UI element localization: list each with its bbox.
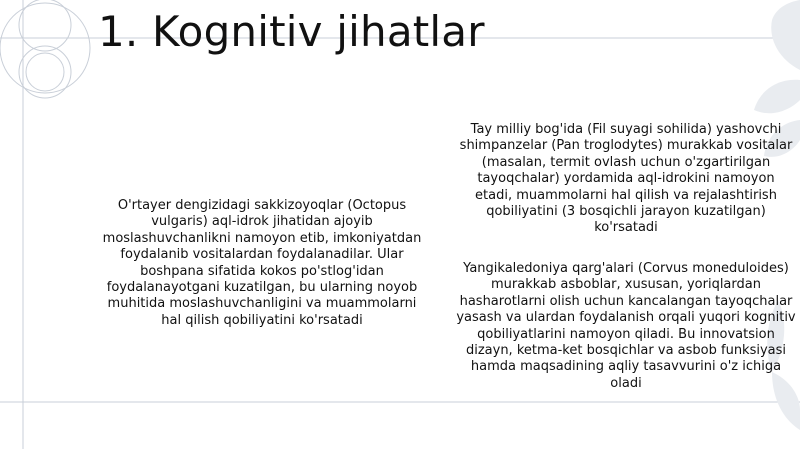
slide-title: 1. Kognitiv jihatlar: [98, 7, 485, 56]
paragraph-crows: Yangikaledoniya qarg'alari (Corvus moneduloides) murakkab asboblar, xususan, yoriqlardan hasharotlarni olish uchun kancalangan tayoqchalar yasash va ulardan foydalanish orqali yuqori kognitiv qobiliyatlarini namoyon qiladi. Bu innovatsion dizayn, ketma-ket bosqichlar va asbob funksiyasi hamda maqsadining aqliy tasavvurini o'z ichiga oladi: [456, 261, 796, 391]
paragraph-chimpanzees: Tay milliy bog'ida (Fil suyagi sohilida) yashovchi shimpanzelar (Pan troglodytes) murakkab vositalar (masalan, termit ovlash uchun o'zgartirilgan tayoqchalar) yordamida aql-idrokini namoyon etadi, muammolarni hal qilish va rejalashtirish qobiliyatini (3 bosqichli jarayon kuzatilgan) ko'rsatadi: [459, 122, 793, 236]
paragraph-octopus: O'rtayer dengizidagi sakkizoyoqlar (Octopus vulgaris) aql-idrok jihatidan ajoyib moslashuvchanlikni namoyon etib, imkoniyatdan foydalanib vositalardan foydalanadilar. Ular boshpana sifatida kokos po'stlog'idan foydalanayotgani kuzatilgan, bu ularning noyob muhitida moslashuvchanligini va muammolarni hal qilish qobiliyatini ko'rsatadi: [102, 198, 422, 328]
